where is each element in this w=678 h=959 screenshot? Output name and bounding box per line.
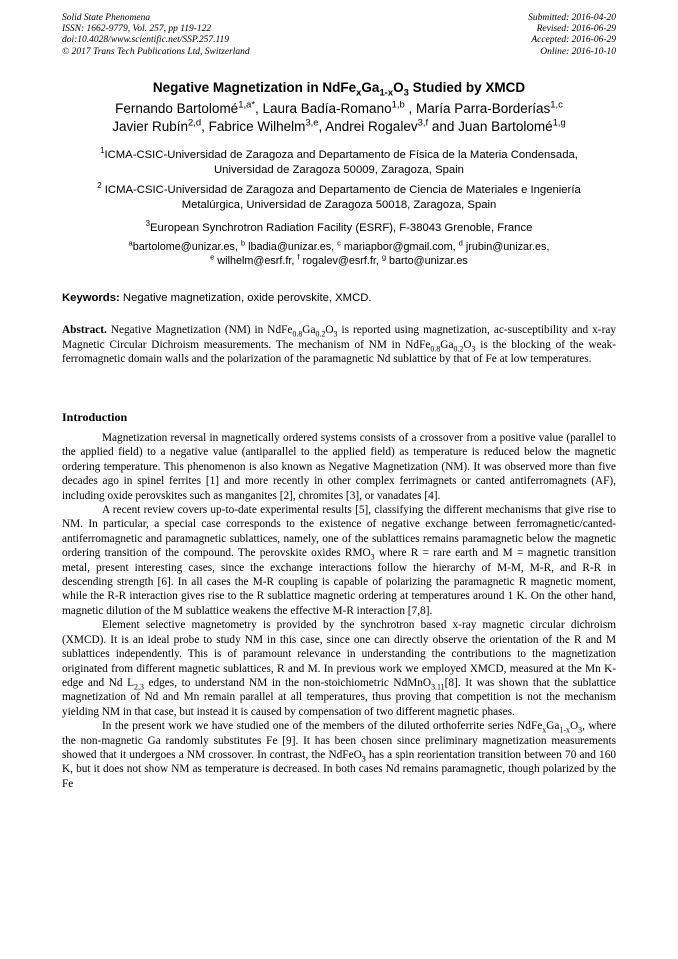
paragraph: Element selective magnetometry is provided by the synchrotron based x-ray magnetic circular dichroism (XMCD). It is an ideal probe to study NM in this case, since one can directly observe the orientation of the R and M sublattices independently. This is of paramount relevance in understanding the contributions to the magnetization originated from different magnetic sublattices, R and M. In previous work we employed XMCD, measured at the Mn K-edge and Nd $L_{2,3}$ edges, to understand NM in the non-stoichiometric NdMnO$_{3.11}$[8]. It was shown that the sublattice magnetization of Nd and Mn remain parallel at all temperatures, thus proving that competition is not the mechanism yielding NM in that case, but instead it is caused by compensation of two different magnetic phases. — [62, 619, 616, 718]
affiliation-1: $^1$ICMA-CSIC-Universidad de Zaragoza and Departamento de Física de la Materia Condensada, Universidad de Zaragoza 50009, Zaragoza, Spain — [100, 146, 578, 176]
paragraph: In the present work we have studied one of the members of the diluted orthoferrite series $NdFe_xGa_{1-x}O_3$, where the non-magnetic Ga randomly substitutes Fe [9]. It has been chosen since preliminary magnetization measurements showed that it undergoes a NM crossover. In contrast, the NdFeO$_3$ has a spin reorientation transition between 70 and 160 K, but it does not show NM as temperature is decreased. In both cases Nd remains paramagnetic, though polarized by the Fe — [62, 720, 617, 790]
journal-copyright: © 2017 Trans Tech Publications Ltd, Switzerland — [62, 46, 250, 57]
email-link[interactable]: lbadia@unizar.es, — [245, 241, 338, 253]
email-link[interactable]: rogalev@esrf.fr, — [299, 255, 382, 267]
abstract-label: Abstract. — [62, 324, 107, 336]
email-link[interactable]: jrubin@unizar.es, — [462, 241, 550, 253]
keywords-label: Keywords: — [62, 292, 120, 304]
body-text — [62, 431, 616, 791]
keywords-text: Negative magnetization, oxide perovskite, XMCD. — [119, 292, 372, 304]
affiliation-3: $^3$European Synchrotron Radiation Facility (ESRF), F-38043 Grenoble, France — [145, 219, 533, 234]
journal-doi: doi:10.4028/www.scientific.net/SSP.257.119 — [62, 35, 230, 46]
submission-dates — [528, 13, 616, 58]
author-name: , María Parra-Borderías — [404, 101, 551, 116]
date-online: Online: 2016-10-10 — [540, 46, 616, 57]
journal-name: Solid State Phenomena — [62, 13, 151, 23]
author-name: and Juan Bartolomé — [428, 119, 553, 134]
paragraph: Magnetization reversal in magnetically ordered systems consists of a crossover from a positive value (parallel to the applied field) to a negative value (antiparallel to the applied field) as temperature is reduced below the magnetic ordering temperature. This phenomenon is also known as Negative Magnetization (NM). It was observed more than five decades ago in spinel ferrites [1] and more recently in other complex ferrimagnets or canted antiferromagnets (AF), including oxide perovskites such as manganites [2], chromites [3], or vanadates [4]. — [62, 432, 616, 502]
author-name: , Andrei Rogalev — [318, 119, 418, 134]
date-revised: Revised: 2016-06-29 — [536, 24, 616, 35]
paragraph: A recent review covers up-to-date experimental results [5], classifying the different mechanisms that give rise to NM. In particular, a special case corresponds to the existence of negative exchange between ferromagnetic/canted-antiferromagnetic and paramagnetic sublattices, namely, one of the sublattices remains paramagnetic below the magnetic ordering transition of the compound. The perovskite oxides $RMO_3$ where R = rare earth and M = magnetic transition metal, present interesting cases, since the exchange interactions follow the hierarchy of M-M, M-R, and R-R in descending strength [6]. In all cases the M-R coupling is capable of polarizing the paramagnetic R magnetic moment, while the R-R interaction gives rise to the R sublattice magnetic ordering at temperatures around 1 K. On the other hand, magnetic dilution of the M sublattice weakens the effective M-R interaction [7,8]. — [62, 504, 616, 617]
email-link[interactable]: bartolome@unizar.es, — [132, 241, 241, 253]
author-name: , Fabrice Wilhelm — [201, 119, 306, 134]
email-link[interactable]: barto@unizar.es — [386, 255, 468, 267]
journal-issn: ISSN: 1662-9779, Vol. 257, pp 119-122 — [62, 24, 212, 35]
journal-meta — [62, 13, 250, 58]
author-emails: $^a$bartolome@unizar.es, $^b$ lbadia@unizar.es, $^c$ mariapbor@gmail.com, $^d$ jrubin@unizar.es, $^e$ wilhelm@esrf.fr, $^f$ rogalev@esrf.fr, $^g$ barto@unizar.es — [128, 238, 550, 267]
abstract: Abstract. Negative Magnetization (NM) in $NdFe_{0.8}Ga_{0.2}O_3$ is reported using magnetization, ac-susceptibility and x-ray Magnetic Circular Dichroism measurements. The mechanism of NM in $NdFe_{0.8}Ga_{0.2}O_3$ is the blocking of the weak-ferromagnetic domain walls and the polarization of the paramagnetic Nd sublattice by that of Fe at low temperatures. — [62, 324, 617, 365]
author-name: , Laura Badía-Romano — [255, 101, 392, 116]
date-submitted: Submitted: 2016-04-20 — [528, 13, 616, 23]
author-list: Fernando Bartolomé$^{1,a*}$, Laura Badía-Romano$^{1,b}$ , María Parra-Borderías$^{1,c}$ Javier Rubín$^{2,d}$, Fabrice Wilhelm$^{3,e}$, Andrei Rogalev$^{3,f}$ and Juan Bartolomé$^{1,g}$ — [112, 99, 566, 134]
author-name: Javier Rubín — [112, 119, 188, 134]
paper-title: Negative Magnetization in $NdFe_xGa_{1-x}O_3$ Studied by XMCD — [152, 80, 526, 99]
affiliation-2: $^2$ ICMA-CSIC-Universidad de Zaragoza and Departamento de Ciencia de Materiales e Ingeniería Metalúrgica, Universidad de Zaragoza 50018, Zaragoza, Spain — [97, 181, 581, 211]
author-name: Fernando Bartolomé — [115, 101, 239, 116]
date-accepted: Accepted: 2016-06-29 — [531, 35, 616, 46]
section-heading: Introduction — [62, 410, 128, 424]
email-link[interactable]: mariapbor@gmail.com, — [340, 241, 459, 253]
email-link[interactable]: wilhelm@esrf.fr, — [214, 255, 298, 267]
keywords — [62, 292, 616, 304]
